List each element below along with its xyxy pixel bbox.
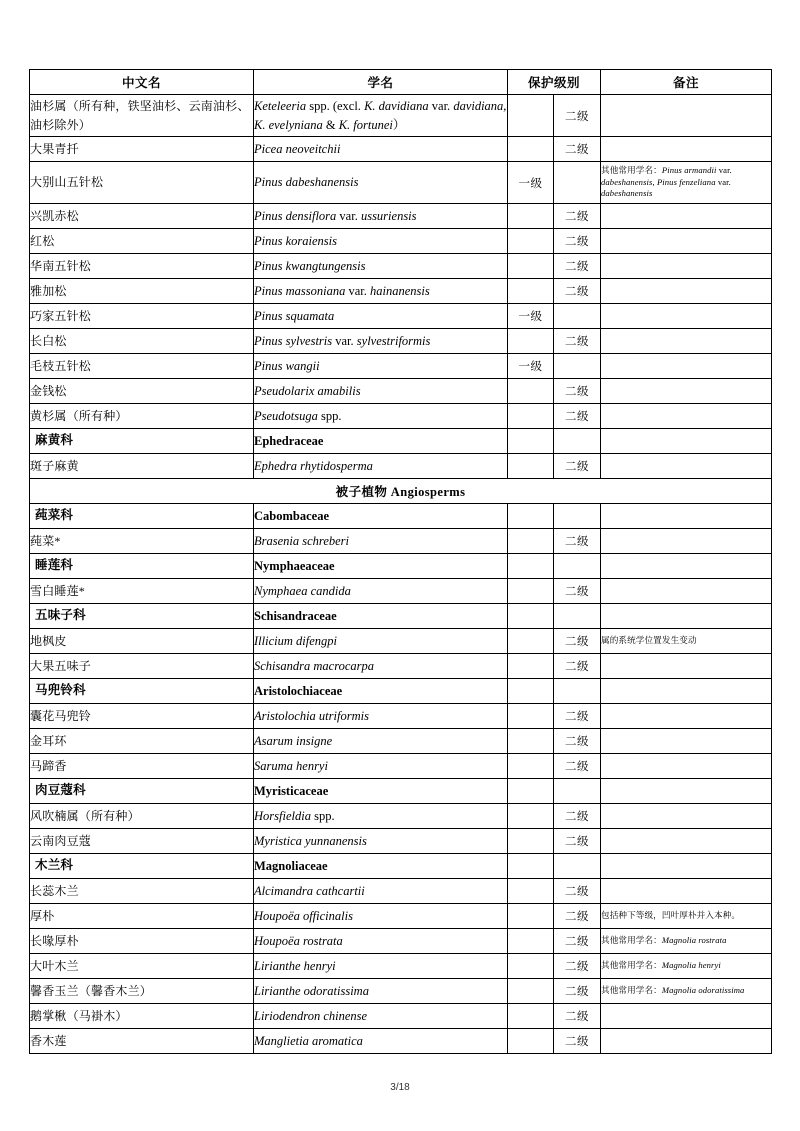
cell-scientific-name: Alcimandra cathcartii	[254, 879, 508, 904]
table-header	[30, 70, 772, 95]
cell-scientific-name: Pinus densiflora var. ussuriensis	[254, 204, 508, 229]
table-family-row	[30, 779, 772, 804]
cell-level-second-class: 二级	[554, 904, 601, 929]
cell-remarks	[601, 95, 772, 137]
cell-level-first-class	[508, 904, 554, 929]
table-row	[30, 804, 772, 829]
cell-chinese-name: 大果五味子	[30, 654, 254, 679]
cell-chinese-name: 莼菜科	[30, 504, 254, 529]
cell-level-first-class	[508, 1029, 554, 1054]
table-row	[30, 754, 772, 779]
cell-scientific-name: Picea neoveitchii	[254, 137, 508, 162]
cell-scientific-name: Ephedraceae	[254, 429, 508, 454]
cell-level-second-class: 二级	[554, 829, 601, 854]
cell-level-second-class: 二级	[554, 137, 601, 162]
cell-chinese-name: 莼菜*	[30, 529, 254, 554]
cell-chinese-name: 巧家五针松	[30, 304, 254, 329]
table-row	[30, 454, 772, 479]
cell-remarks	[601, 304, 772, 329]
cell-remarks	[601, 254, 772, 279]
cell-scientific-name: Magnoliaceae	[254, 854, 508, 879]
cell-level-second-class: 二级	[554, 654, 601, 679]
cell-level-first-class	[508, 629, 554, 654]
cell-scientific-name: Houpoëa officinalis	[254, 904, 508, 929]
cell-level-second-class: 二级	[554, 95, 601, 137]
cell-chinese-name: 大叶木兰	[30, 954, 254, 979]
cell-chinese-name: 睡莲科	[30, 554, 254, 579]
cell-level-second-class	[554, 679, 601, 704]
table-row	[30, 1004, 772, 1029]
table-row	[30, 137, 772, 162]
cell-remarks	[601, 379, 772, 404]
table-section-row	[30, 479, 772, 504]
cell-level-first-class	[508, 779, 554, 804]
cell-level-first-class	[508, 229, 554, 254]
cell-remarks	[601, 829, 772, 854]
cell-remarks	[601, 429, 772, 454]
table-row	[30, 254, 772, 279]
cell-scientific-name: Nymphaea candida	[254, 579, 508, 604]
cell-remarks	[601, 704, 772, 729]
cell-chinese-name: 肉豆蔻科	[30, 779, 254, 804]
cell-chinese-name: 雪白睡莲*	[30, 579, 254, 604]
cell-level-second-class	[554, 854, 601, 879]
cell-level-second-class: 二级	[554, 804, 601, 829]
cell-level-second-class: 二级	[554, 879, 601, 904]
cell-level-first-class	[508, 279, 554, 304]
cell-scientific-name: Pseudolarix amabilis	[254, 379, 508, 404]
cell-remarks	[601, 679, 772, 704]
cell-level-second-class: 二级	[554, 204, 601, 229]
cell-remarks	[601, 729, 772, 754]
cell-level-second-class: 二级	[554, 629, 601, 654]
cell-level-first-class	[508, 137, 554, 162]
page-footer: 3/18	[390, 1082, 410, 1093]
cell-level-first-class	[508, 529, 554, 554]
cell-scientific-name: Pinus squamata	[254, 304, 508, 329]
table-row	[30, 354, 772, 379]
table-header-row	[30, 70, 772, 95]
cell-scientific-name: Pseudotsuga spp.	[254, 404, 508, 429]
cell-scientific-name: Pinus dabeshanensis	[254, 162, 508, 204]
cell-chinese-name: 金钱松	[30, 379, 254, 404]
cell-scientific-name: Aristolochia utriformis	[254, 704, 508, 729]
cell-level-first-class	[508, 504, 554, 529]
table-family-row	[30, 604, 772, 629]
cell-chinese-name: 斑子麻黄	[30, 454, 254, 479]
header-chinese-name: 中文名	[30, 70, 254, 95]
cell-level-first-class	[508, 979, 554, 1004]
cell-level-first-class	[508, 554, 554, 579]
cell-level-second-class: 二级	[554, 329, 601, 354]
cell-level-second-class: 二级	[554, 529, 601, 554]
cell-remarks	[601, 204, 772, 229]
cell-level-first-class	[508, 254, 554, 279]
cell-level-second-class: 二级	[554, 979, 601, 1004]
cell-chinese-name: 地枫皮	[30, 629, 254, 654]
cell-level-second-class: 二级	[554, 279, 601, 304]
cell-scientific-name: Saruma henryi	[254, 754, 508, 779]
cell-level-first-class	[508, 879, 554, 904]
cell-chinese-name: 马蹄香	[30, 754, 254, 779]
cell-level-second-class: 二级	[554, 704, 601, 729]
cell-scientific-name: Nymphaeaceae	[254, 554, 508, 579]
table-row	[30, 1029, 772, 1054]
table-row	[30, 829, 772, 854]
cell-remarks	[601, 804, 772, 829]
table-family-row	[30, 554, 772, 579]
cell-remarks	[601, 879, 772, 904]
cell-remarks: 包括种下等级，凹叶厚朴并入本种。	[601, 904, 772, 929]
table-body	[30, 95, 772, 1054]
cell-scientific-name: Liriodendron chinense	[254, 1004, 508, 1029]
cell-level-first-class	[508, 854, 554, 879]
cell-level-second-class	[554, 604, 601, 629]
table-row	[30, 579, 772, 604]
cell-remarks	[601, 229, 772, 254]
cell-remarks: 其他常用学名：Magnolia odoratissima	[601, 979, 772, 1004]
cell-level-first-class	[508, 729, 554, 754]
cell-chinese-name: 长喙厚朴	[30, 929, 254, 954]
cell-level-second-class: 二级	[554, 954, 601, 979]
cell-remarks: 其他常用学名：Pinus armandii var. dabeshanensis, Pinus fenzeliana var. dabeshanensis	[601, 162, 772, 204]
cell-level-second-class: 二级	[554, 404, 601, 429]
cell-remarks	[601, 1029, 772, 1054]
header-scientific-name: 学名	[254, 70, 508, 95]
table-row	[30, 304, 772, 329]
cell-level-first-class	[508, 604, 554, 629]
cell-level-first-class	[508, 804, 554, 829]
cell-scientific-name: Schisandra macrocarpa	[254, 654, 508, 679]
table-row	[30, 929, 772, 954]
cell-scientific-name: Houpoëa rostrata	[254, 929, 508, 954]
cell-remarks	[601, 604, 772, 629]
cell-chinese-name: 毛枝五针松	[30, 354, 254, 379]
cell-remarks	[601, 779, 772, 804]
cell-remarks	[601, 579, 772, 604]
table-family-row	[30, 679, 772, 704]
cell-remarks	[601, 329, 772, 354]
cell-remarks	[601, 854, 772, 879]
cell-chinese-name: 馨香玉兰（馨香木兰）	[30, 979, 254, 1004]
cell-chinese-name: 厚朴	[30, 904, 254, 929]
cell-remarks	[601, 354, 772, 379]
cell-remarks	[601, 404, 772, 429]
cell-level-first-class	[508, 329, 554, 354]
cell-scientific-name: Pinus massoniana var. hainanensis	[254, 279, 508, 304]
cell-chinese-name: 风吹楠属（所有种）	[30, 804, 254, 829]
cell-level-first-class	[508, 954, 554, 979]
cell-scientific-name: Pinus koraiensis	[254, 229, 508, 254]
table-row	[30, 379, 772, 404]
table-row	[30, 979, 772, 1004]
table-family-row	[30, 504, 772, 529]
cell-scientific-name: Myristica yunnanensis	[254, 829, 508, 854]
cell-level-first-class	[508, 404, 554, 429]
cell-level-first-class	[508, 754, 554, 779]
table-row	[30, 95, 772, 137]
cell-chinese-name: 红松	[30, 229, 254, 254]
cell-chinese-name: 油杉属（所有种，铁坚油杉、云南油杉、油杉除外）	[30, 95, 254, 137]
cell-level-first-class: 一级	[508, 354, 554, 379]
cell-remarks	[601, 137, 772, 162]
table-row	[30, 329, 772, 354]
cell-level-second-class	[554, 354, 601, 379]
cell-scientific-name: Schisandraceae	[254, 604, 508, 629]
header-protection-level: 保护级别	[508, 70, 601, 95]
cell-level-first-class	[508, 379, 554, 404]
cell-chinese-name: 云南肉豆蔻	[30, 829, 254, 854]
table-row	[30, 204, 772, 229]
table-family-row	[30, 854, 772, 879]
protected-species-table	[29, 69, 772, 1054]
cell-chinese-name: 华南五针松	[30, 254, 254, 279]
cell-remarks	[601, 279, 772, 304]
cell-chinese-name: 麻黄科	[30, 429, 254, 454]
table-row	[30, 162, 772, 204]
cell-remarks: 属的系统学位置发生变动	[601, 629, 772, 654]
cell-chinese-name: 金耳环	[30, 729, 254, 754]
cell-level-second-class	[554, 162, 601, 204]
cell-level-second-class: 二级	[554, 579, 601, 604]
cell-chinese-name: 五味子科	[30, 604, 254, 629]
cell-chinese-name: 长白松	[30, 329, 254, 354]
cell-scientific-name: Pinus kwangtungensis	[254, 254, 508, 279]
cell-level-second-class: 二级	[554, 729, 601, 754]
cell-level-first-class	[508, 654, 554, 679]
cell-level-second-class: 二级	[554, 254, 601, 279]
cell-scientific-name: Keteleeria spp. (excl. K. davidiana var. davidiana, K. evelyniana & K. fortunei）	[254, 95, 508, 137]
cell-remarks	[601, 1004, 772, 1029]
cell-scientific-name: Myristicaceae	[254, 779, 508, 804]
cell-scientific-name: Lirianthe odoratissima	[254, 979, 508, 1004]
cell-remarks	[601, 529, 772, 554]
table-row	[30, 229, 772, 254]
table-row	[30, 729, 772, 754]
cell-scientific-name: Pinus sylvestris var. sylvestriformis	[254, 329, 508, 354]
cell-level-second-class: 二级	[554, 1029, 601, 1054]
cell-chinese-name: 囊花马兜铃	[30, 704, 254, 729]
cell-level-second-class	[554, 779, 601, 804]
cell-scientific-name: Aristolochiaceae	[254, 679, 508, 704]
cell-level-first-class	[508, 1004, 554, 1029]
table-row	[30, 279, 772, 304]
cell-scientific-name: Lirianthe henryi	[254, 954, 508, 979]
table-row	[30, 654, 772, 679]
table-row	[30, 879, 772, 904]
cell-chinese-name: 长蕊木兰	[30, 879, 254, 904]
cell-level-first-class	[508, 95, 554, 137]
cell-chinese-name: 大果青扦	[30, 137, 254, 162]
table-row	[30, 954, 772, 979]
cell-level-first-class	[508, 454, 554, 479]
cell-scientific-name: Ephedra rhytidosperma	[254, 454, 508, 479]
cell-level-first-class	[508, 704, 554, 729]
cell-level-second-class: 二级	[554, 754, 601, 779]
cell-scientific-name: Asarum insigne	[254, 729, 508, 754]
cell-level-second-class	[554, 429, 601, 454]
cell-remarks	[601, 504, 772, 529]
cell-scientific-name: Horsfieldia spp.	[254, 804, 508, 829]
cell-scientific-name: Cabombaceae	[254, 504, 508, 529]
cell-level-second-class	[554, 304, 601, 329]
header-remarks: 备注	[601, 70, 772, 95]
cell-level-first-class	[508, 679, 554, 704]
cell-level-first-class: 一级	[508, 162, 554, 204]
cell-remarks	[601, 654, 772, 679]
cell-level-first-class	[508, 429, 554, 454]
table-row	[30, 904, 772, 929]
cell-chinese-name: 马兜铃科	[30, 679, 254, 704]
cell-level-second-class	[554, 504, 601, 529]
cell-chinese-name: 木兰科	[30, 854, 254, 879]
cell-level-first-class	[508, 829, 554, 854]
cell-scientific-name: Brasenia schreberi	[254, 529, 508, 554]
table-row	[30, 404, 772, 429]
table-row	[30, 704, 772, 729]
cell-chinese-name: 兴凯赤松	[30, 204, 254, 229]
cell-chinese-name: 黄杉属（所有种）	[30, 404, 254, 429]
cell-chinese-name: 雅加松	[30, 279, 254, 304]
cell-chinese-name: 鹅掌楸（马褂木）	[30, 1004, 254, 1029]
cell-remarks	[601, 754, 772, 779]
cell-level-second-class: 二级	[554, 379, 601, 404]
cell-remarks: 其他常用学名：Magnolia rostrata	[601, 929, 772, 954]
cell-level-first-class	[508, 579, 554, 604]
cell-chinese-name: 大别山五针松	[30, 162, 254, 204]
table-row	[30, 529, 772, 554]
cell-remarks: 其他常用学名：Magnolia henryi	[601, 954, 772, 979]
cell-level-second-class: 二级	[554, 229, 601, 254]
cell-chinese-name: 香木莲	[30, 1029, 254, 1054]
cell-level-second-class: 二级	[554, 929, 601, 954]
cell-remarks	[601, 454, 772, 479]
cell-level-second-class	[554, 554, 601, 579]
cell-level-second-class: 二级	[554, 454, 601, 479]
cell-scientific-name: Manglietia aromatica	[254, 1029, 508, 1054]
cell-level-second-class: 二级	[554, 1004, 601, 1029]
cell-level-first-class: 一级	[508, 304, 554, 329]
table-row	[30, 629, 772, 654]
cell-level-first-class	[508, 204, 554, 229]
cell-remarks	[601, 554, 772, 579]
table-family-row	[30, 429, 772, 454]
cell-scientific-name: Illicium difengpi	[254, 629, 508, 654]
cell-level-first-class	[508, 929, 554, 954]
section-label: 被子植物 Angiosperms	[30, 479, 772, 504]
cell-scientific-name: Pinus wangii	[254, 354, 508, 379]
